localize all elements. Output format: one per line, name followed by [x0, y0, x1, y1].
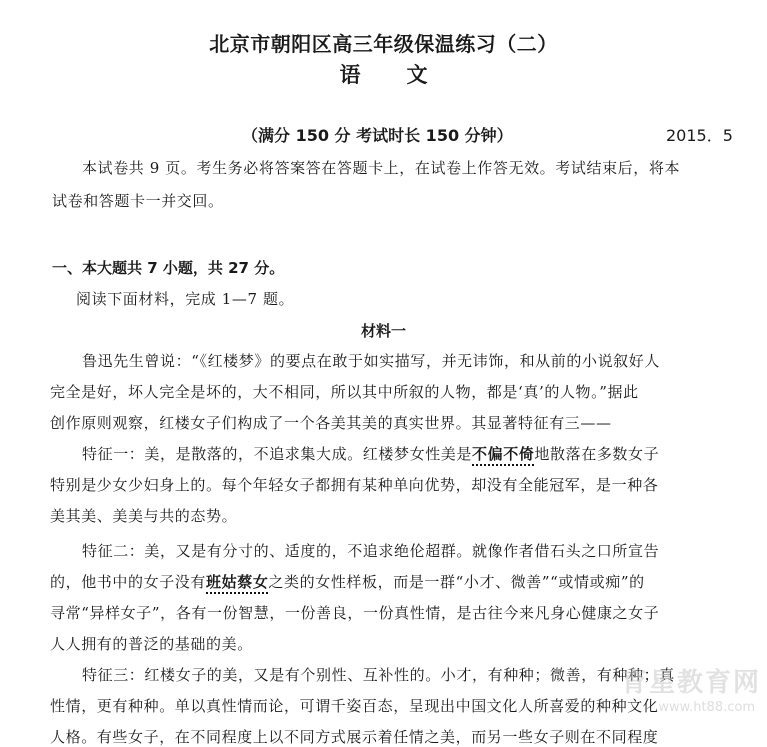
section-directive: 阅读下面材料，完成 1—7 题。 — [76, 290, 295, 308]
emphasized-phrase: 不偏不倚 — [472, 445, 534, 466]
paragraph-2-line-2: 特别是少女少妇身上的。每个年轻女子都拥有某种单向优势，却没有全能冠军，是一种各 — [50, 476, 659, 494]
emphasized-phrase: 班姑蔡女 — [206, 573, 268, 594]
text-run: 的，他书中的女子没有 — [50, 573, 207, 591]
paragraph-4-line-3: 人格。有些女子，在不同程度上以不同方式展示着任情之美，而另一些女子则在不同程度 — [50, 728, 659, 746]
exam-title: 北京市朝阳区高三年级保温练习（二） — [209, 32, 558, 56]
paragraph-3-line-3: 寻常“异样女子”，各有一份智慧，一份善良，一份真性情，是古往今来凡身心健康之女子 — [50, 604, 660, 622]
text-run: 之类的女性样板，而是一群“小才、微善”“或情或痴”的 — [268, 573, 645, 591]
watermark: 育星教育网 — [620, 668, 761, 698]
paragraph-3-line-1: 特征二：美，又是有分寸的、适度的，不追求绝伦超群。就像作者借石头之口所宣告 — [82, 542, 660, 560]
paragraph-4-line-1: 特征三：红楼女子的美，又是有个别性、互补性的。小才，有种种；微善，有种种；真 — [82, 666, 675, 684]
exam-date: 2015．5 — [666, 126, 733, 145]
material-title: 材料一 — [360, 322, 406, 340]
paragraph-1-line-3: 创作原则观察，红楼女子们构成了一个各美其美的真实世界。其显著特征有三—— — [50, 414, 612, 432]
subject-char-2: 文 — [406, 63, 428, 87]
paragraph-2-line-1 — [82, 443, 659, 464]
section-heading: 一、本大题共 7 小题，共 27 分。 — [52, 259, 285, 277]
instructions-line-1: 本试卷共 9 页。考生务必将答案答在答题卡上，在试卷上作答无效。考试结束后，将本 — [82, 159, 681, 177]
paragraph-2-line-3: 美其美、美美与共的态势。 — [50, 507, 238, 525]
paragraph-1-line-1: 鲁迅先生曾说：“《红楼梦》的要点在敢于如实描写，并无讳饰，和从前的小说叙好人 — [82, 352, 660, 370]
paragraph-3-line-4: 人人拥有的普泛的基础的美。 — [50, 635, 253, 653]
exam-info: （满分 150 分 考试时长 150 分钟） — [242, 126, 513, 145]
text-run: 特征一：美，是散落的，不追求集大成。红楼梦女性美是 — [82, 445, 473, 463]
paragraph-1-line-2: 完全是好，坏人完全是坏的，大不相同，所以其中所叙的人物，都是‘真’的人物。”据此 — [50, 383, 639, 401]
subject-title — [0, 59, 767, 89]
watermark-url: www.ht88.com — [658, 700, 755, 715]
paragraph-4-line-2: 性情，更有种种。单以真性情而论，可谓千姿百态，呈现出中国文化人所喜爱的种种文化 — [50, 697, 659, 715]
instructions-line-2: 试卷和答题卡一并交回。 — [52, 192, 224, 210]
text-run: 地散落在多数女子 — [534, 445, 660, 463]
subject-char-1: 语 — [339, 63, 361, 87]
paragraph-3-line-2 — [50, 571, 645, 592]
